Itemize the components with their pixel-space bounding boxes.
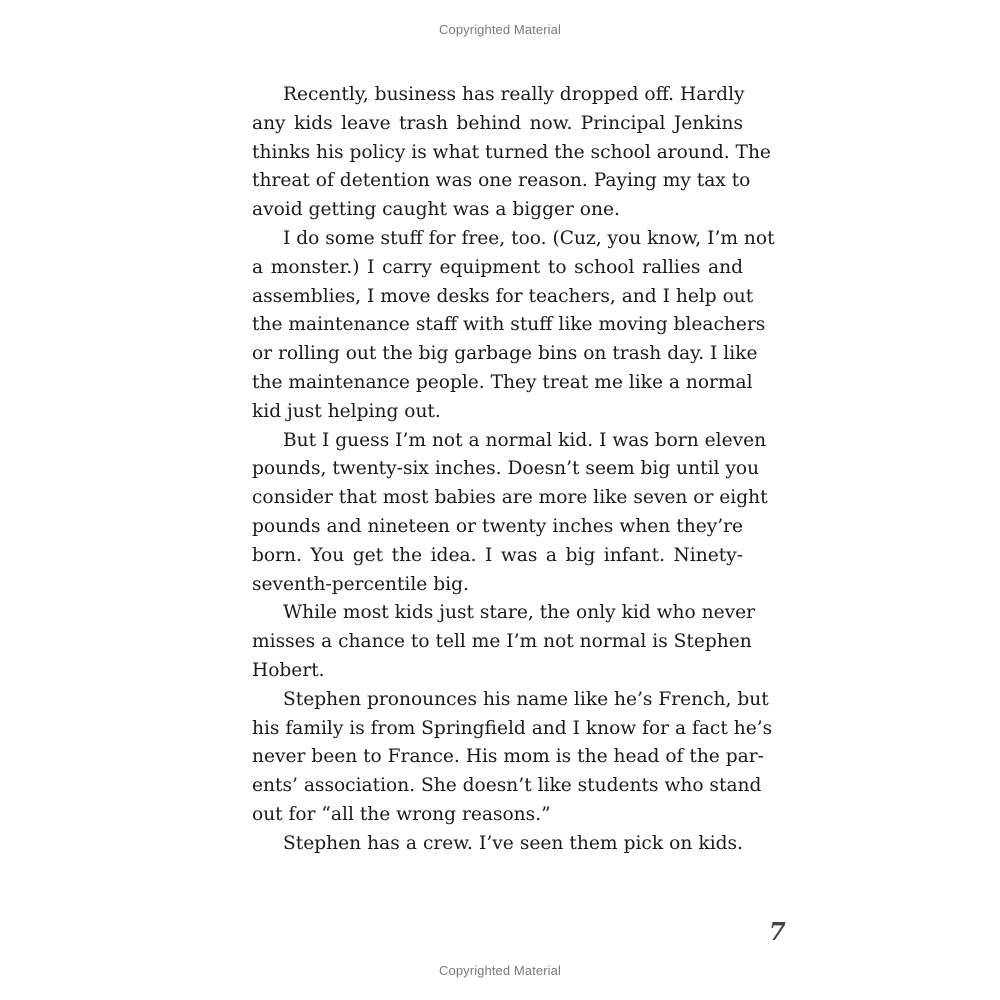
page-number: 7 xyxy=(769,917,786,946)
text-line: or rolling out the big garbage bins on trash day. I like xyxy=(252,343,758,365)
text-line: his family is from Springfield and I know for a fact he’s xyxy=(252,717,773,739)
page-body-text xyxy=(252,81,775,859)
text-line: pounds, twenty-six inches. Doesn’t seem big until you xyxy=(252,458,760,480)
text-line: Hobert. xyxy=(252,659,325,681)
text-line: misses a chance to tell me I’m not normal is Stephen xyxy=(252,631,752,653)
text-line: ents’ association. She doesn’t like students who stand xyxy=(252,775,762,797)
text-line: Stephen has a crew. I’ve seen them pick on kids. xyxy=(283,832,743,854)
text-line: avoid getting caught was a bigger one. xyxy=(252,199,620,221)
copyright-watermark-top: Copyrighted Material xyxy=(439,22,561,37)
copyright-watermark-bottom: Copyrighted Material xyxy=(439,963,561,978)
text-line: Recently, business has really dropped off. Hardly xyxy=(283,84,745,105)
text-line: While most kids just stare, the only kid who never xyxy=(283,602,755,624)
text-line: any kids leave trash behind now. Principal Jenkins xyxy=(252,112,743,134)
text-line: a monster.) I carry equipment to school rallies and xyxy=(252,256,743,278)
text-line: the maintenance staff with stuff like moving bleachers xyxy=(252,314,766,336)
text-line: born. You get the idea. I was a big infant. Ninety- xyxy=(252,544,743,566)
text-line: seventh-percentile big. xyxy=(252,573,469,595)
text-line: kid just helping out. xyxy=(252,400,441,422)
text-line: pounds and nineteen or twenty inches when they’re xyxy=(252,515,743,537)
text-line: consider that most babies are more like seven or eight xyxy=(252,487,768,509)
text-line: threat of detention was one reason. Paying my tax to xyxy=(252,170,751,192)
text-line: assemblies, I move desks for teachers, and I help out xyxy=(252,285,754,307)
text-line: But I guess I’m not a normal kid. I was born eleven xyxy=(283,429,767,451)
text-line: never been to France. His mom is the head of the par- xyxy=(252,746,764,768)
text-line: Stephen pronounces his name like he’s French, but xyxy=(283,688,769,710)
text-line: I do some stuff for free, too. (Cuz, you know, I’m not xyxy=(283,227,775,249)
text-line: thinks his policy is what turned the school around. The xyxy=(252,141,771,163)
text-line: the maintenance people. They treat me like a normal xyxy=(252,371,753,393)
text-line: out for “all the wrong reasons.” xyxy=(252,803,551,825)
